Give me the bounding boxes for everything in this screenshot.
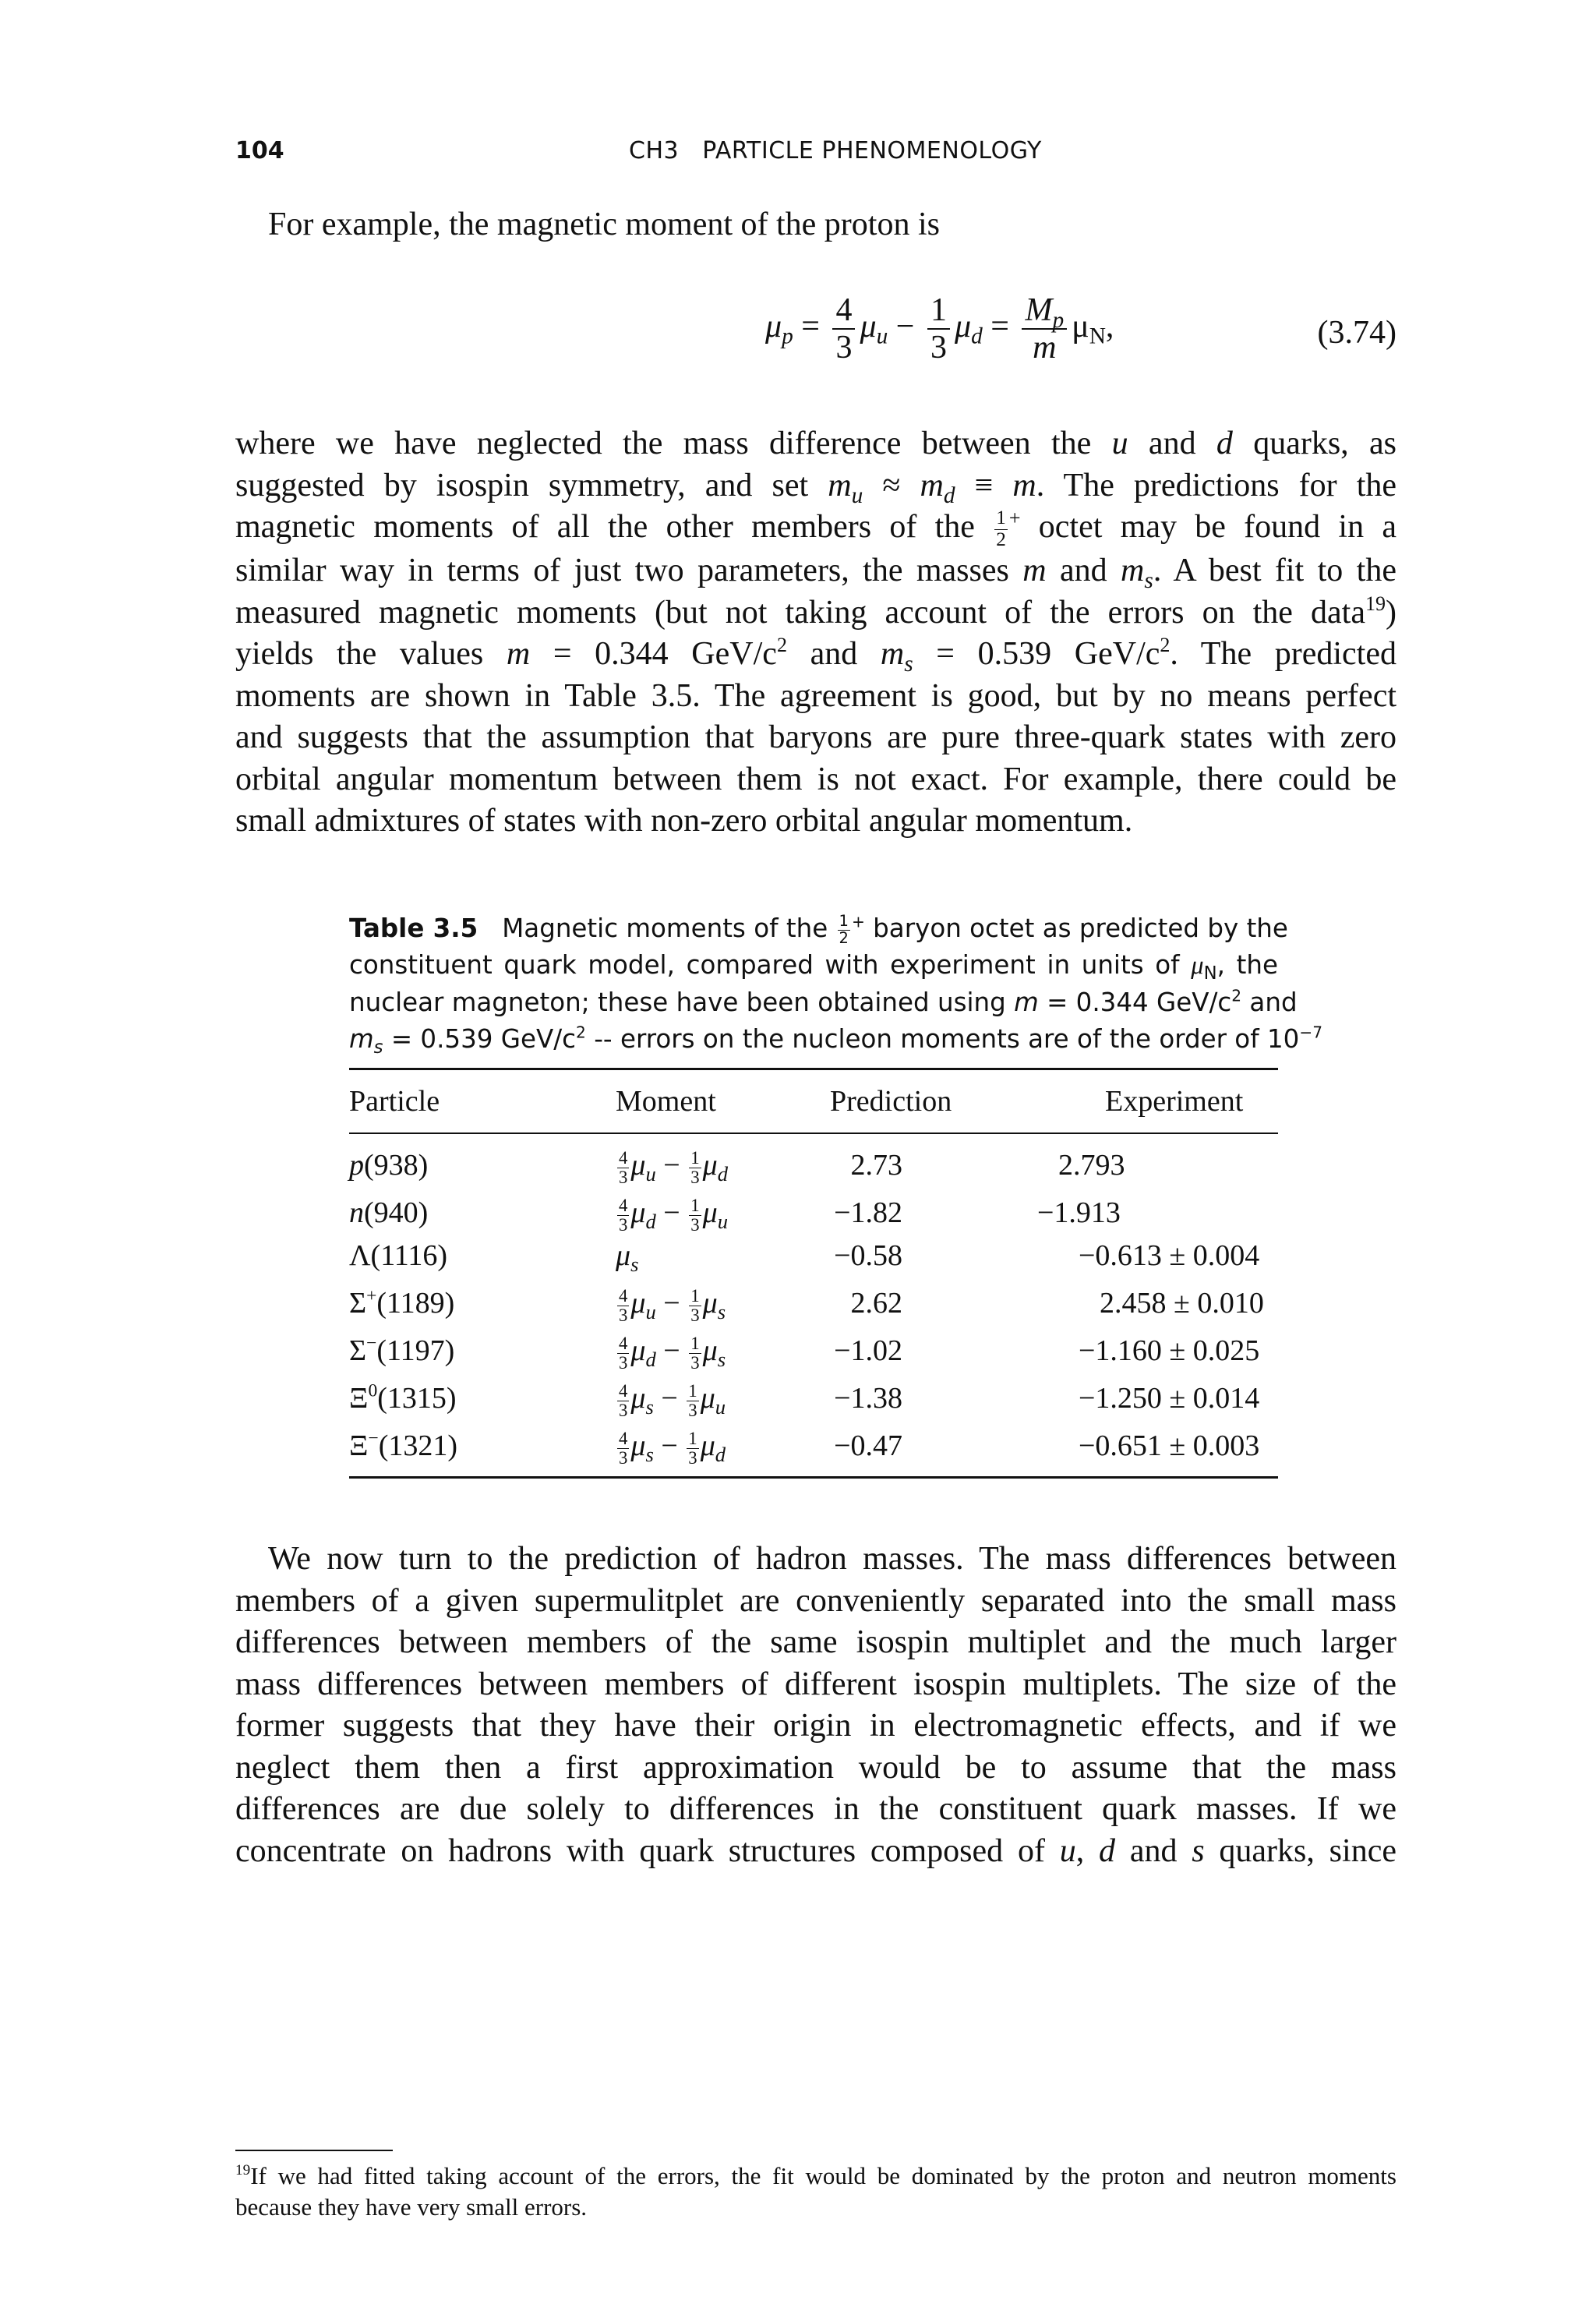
cell-prediction: −0.58: [834, 1239, 902, 1272]
table-caption: [349, 910, 1323, 1058]
footnote-reference[interactable]: 19: [1365, 592, 1386, 615]
equation-subscript: d: [971, 323, 983, 349]
text-line: concentrate on hadrons with quark structures composed of u, d and s quarks, since: [235, 1832, 1396, 1869]
cell-experiment: −1.250 ± 0.014: [1079, 1382, 1260, 1415]
text-line: suggested by isospin symmetry, and set $m_u \approx m_d \equiv m$. The predictions for the: [235, 467, 1397, 508]
cell-moment: $\frac{4}{3}$ $\mu_u$ − $\frac{1}{3}$ $\mu_d$: [619, 1147, 728, 1187]
text-line: measured magnetic moments (but not taking account of the errors on the data$^{19}$): [235, 592, 1396, 631]
caption-line: nuclear magneton; these have been obtained using m = 0.344 GeV/$c^2$ and: [349, 986, 1298, 1017]
table-label: Table 3.5: [349, 913, 478, 943]
equation-subscript: p: [782, 323, 793, 349]
fraction-numerator: 4: [832, 292, 855, 330]
text-line: We now turn to the prediction of hadron masses. The mass differences between: [268, 1541, 1396, 1577]
intro-paragraph: [235, 204, 1396, 246]
equation-symbol: M: [1025, 292, 1053, 328]
equation-subscript: N: [1089, 323, 1106, 349]
cell-particle: Ξ−(1321): [349, 1428, 458, 1462]
equation-subscript: p: [1052, 307, 1065, 333]
table-row: [349, 1327, 1278, 1375]
footnote-line: because they have very small errors.: [235, 2193, 588, 2221]
text-line: orbital angular momentum between them is not exact. For example, there could be: [235, 761, 1396, 797]
text-line: magnetic moments of all the other members of the $\frac{1}{2}$ + octet may be found in a: [235, 506, 1397, 550]
table-row: [349, 1422, 1278, 1470]
equation-fraction: [927, 292, 950, 366]
fraction-numerator: 1: [927, 292, 950, 330]
cell-moment: $\frac{4}{3}$ $\mu_d$ − $\frac{1}{3}$ $\mu_u$: [619, 1195, 728, 1235]
footnote-mark: 19: [235, 2162, 251, 2179]
cell-moment: $\frac{4}{3}$ $\mu_s$ − $\frac{1}{3}$ $\mu_u$: [619, 1380, 726, 1420]
text-line: where we have neglected the mass difference between the u and d quarks, as: [235, 426, 1396, 461]
cell-prediction: 2.62: [850, 1287, 902, 1320]
caption-line: $m_s = 0.539$ GeV/$c^2$ -- errors on the nucleon moments are of the order of $10^{-7}$: [349, 1023, 1323, 1058]
text-line: members of a given supermulitplet are conveniently separated into the small mass: [235, 1582, 1396, 1619]
text-line: and suggests that the assumption that baryons are pure three-quark states with zero: [235, 719, 1396, 756]
equation-symbol: μ: [1072, 308, 1089, 345]
magnetic-moments-table: [349, 1068, 1278, 1479]
text-line: For example, the magnetic moment of the proton is: [268, 207, 940, 242]
column-header-experiment: Experiment: [1105, 1085, 1244, 1118]
fraction-denominator: 3: [930, 330, 947, 366]
equation-comma: ,: [1105, 308, 1114, 345]
text-line: moments are shown in Table 3.5. The agreement is good, but by no means perfect: [235, 677, 1396, 714]
column-header-prediction: Prediction: [830, 1085, 952, 1118]
table-row: [349, 1375, 1278, 1422]
footnote: [235, 2161, 1396, 2223]
fraction-numerator: [1022, 292, 1067, 333]
fraction-half: $\frac{1}{2}$: [839, 912, 849, 947]
cell-experiment: −1.160 ± 0.025: [1079, 1334, 1260, 1367]
cell-moment: $\frac{4}{3}$ $\mu_s$ − $\frac{1}{3}$ $\mu_d$: [619, 1428, 726, 1468]
cell-particle: Λ(1116): [349, 1239, 448, 1272]
cell-experiment: −0.651 ± 0.003: [1079, 1429, 1260, 1462]
caption-line: Table 3.5 Magnetic moments of the $\frac{1}{2}$ + baryon octet as predicted by the: [349, 912, 1288, 947]
equation-subscript: u: [876, 323, 888, 349]
equation-equals: =: [990, 308, 1009, 345]
cell-experiment: −0.613 ± 0.004: [1079, 1239, 1260, 1272]
cell-particle: n(940): [349, 1196, 429, 1229]
cell-moment: $\frac{4}{3}$ $\mu_u$ − $\frac{1}{3}$ $\mu_s$: [619, 1285, 726, 1325]
cell-particle: Σ−(1197): [349, 1333, 455, 1367]
cell-prediction: −1.82: [834, 1196, 902, 1229]
equation-fraction: [1022, 292, 1067, 366]
cell-particle: $\Xi^0(1315)$: [349, 1380, 457, 1415]
equation-body: [765, 292, 1114, 366]
fraction-denominator: [1022, 330, 1067, 366]
page-header: [235, 137, 1396, 171]
cell-particle: Σ+(1189): [349, 1285, 455, 1320]
running-head: CH3 PARTICLE PHENOMENOLOGY: [629, 137, 1042, 164]
equation-equals: =: [801, 308, 820, 345]
equation-symbol: μ: [765, 308, 782, 345]
table-row: [349, 1280, 1278, 1327]
cell-experiment: −1.913: [1037, 1196, 1121, 1229]
equation-minus: −: [895, 308, 915, 345]
equation-symbol: m: [1033, 330, 1057, 366]
column-header-moment: Moment: [616, 1085, 716, 1118]
cell-experiment: 2.793: [1058, 1149, 1125, 1182]
cell-experiment: 2.458 ± 0.010: [1100, 1287, 1264, 1320]
footnote-rule: [235, 2150, 393, 2151]
text-line: differences between members of the same isospin multiplet and the much larger: [235, 1624, 1396, 1660]
table-row: [349, 1189, 1278, 1235]
table-header-row: [349, 1070, 1278, 1132]
fraction-denominator: 3: [835, 330, 853, 366]
equation-fraction: [832, 292, 855, 366]
text-line: small admixtures of states with non-zero orbital angular momentum.: [235, 803, 1133, 839]
text-line: mass differences between members of different isospin multiplets. The size of the: [235, 1666, 1396, 1702]
caption-line: constituent quark model, compared with experiment in units of $\mu_N$, the: [349, 950, 1278, 984]
text-line: former suggests that they have their origin in electromagnetic effects, and if we: [235, 1708, 1396, 1744]
equation-symbol: μ: [954, 308, 972, 345]
cell-moment: $\mu_s$: [616, 1239, 639, 1276]
table-row: [349, 1142, 1278, 1189]
text-line: neglect them then a first approximation would be to assume that the mass: [235, 1749, 1396, 1786]
page-number: 104: [235, 137, 284, 164]
table-row: [349, 1232, 1278, 1280]
text-line: similar way in terms of just two parameters, the masses m and $m_s$. A best fit to the: [235, 553, 1396, 594]
cell-prediction: −1.02: [834, 1334, 902, 1367]
footnote-line: $^{19}$If we had fitted taking account of the errors, the fit would be dominated by the proton and neutron moments: [235, 2162, 1396, 2189]
cell-prediction: −0.47: [834, 1429, 902, 1462]
equation-3-74: [235, 292, 1396, 378]
equation-symbol: μ: [860, 308, 877, 345]
equation-number: (3.74): [1317, 315, 1396, 351]
fraction-half: $\frac{1}{2}$: [996, 507, 1006, 550]
cell-prediction: 2.73: [850, 1149, 902, 1182]
column-header-particle: Particle: [349, 1085, 440, 1118]
body-paragraph: [235, 423, 1396, 843]
body-paragraph: [235, 1539, 1396, 1872]
cell-particle: p(938): [349, 1149, 429, 1182]
table-bottom-rule: [349, 1476, 1278, 1479]
text-line: yields the values m = 0.344 GeV/$c^2$ and $m_s = 0.539$ GeV/$c^2$. The predicted: [235, 634, 1396, 677]
cell-moment: $\frac{4}{3}$ $\mu_d$ − $\frac{1}{3}$ $\mu_s$: [619, 1333, 726, 1373]
cell-prediction: −1.38: [834, 1382, 902, 1415]
text-line: differences are due solely to differences in the constituent quark masses. If we: [235, 1791, 1396, 1827]
